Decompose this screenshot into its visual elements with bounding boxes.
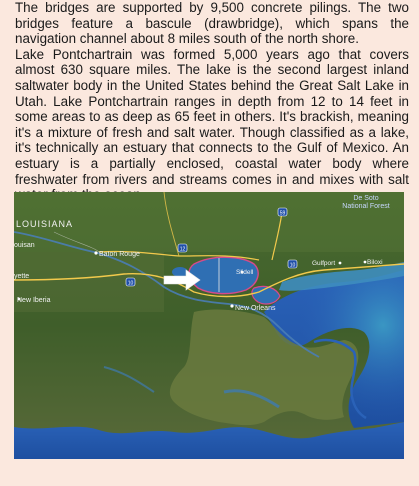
label-lafayette: yette (14, 273, 30, 280)
interstate-59-shield (278, 208, 287, 216)
paragraph-lake: Lake Pontchartrain was formed 5,000 years ago that covers almost 630 square miles. The lake is the second largest inland saltwater body in the United States behind the Great Salt Lake in Utah. Lake Pontchartrain ranges in depth from 12 to 14 feet in some areas to as deep as 65 feet in others. It's brackish, meaning it's a mixture of fresh and salt water. Though classified as a lake, it's technically an estuary that connects to the Gulf of Mexico. An estuary is a partially enclosed, coastal water body where freshwater from rivers and streams comes in and mixes with salt (15, 46, 409, 187)
city-dot-biloxi (364, 261, 367, 264)
interstate-10-shield-west (126, 278, 135, 286)
paragraph-bridges: The bridges are supported by 9,500 concrete pilings. The two bridges feature a bascule (drawbridge), which spans the navigation channel about 8 miles south of the north shore. (15, 0, 409, 47)
label-louisiana: LOUISIANA (16, 219, 74, 229)
interstate-12-shield (178, 244, 187, 252)
city-dot-baton-rouge (94, 251, 97, 254)
label-baton-rouge: Baton Rouge (99, 251, 140, 258)
satellite-map (14, 192, 404, 459)
label-ouisan: ouisan (14, 242, 35, 249)
label-desoto-line2: National Forest (342, 203, 390, 210)
article-text (15, 0, 409, 203)
svg-text:10: 10 (289, 262, 296, 269)
svg-text:10: 10 (127, 280, 134, 287)
city-dot-gulfport (339, 262, 342, 265)
label-desoto-line1: De Soto (353, 195, 379, 202)
svg-text:12: 12 (179, 246, 186, 253)
label-gulfport: Gulfport (312, 260, 336, 267)
lake-maurepas (172, 267, 188, 277)
city-dot-new-orleans (230, 304, 233, 307)
interstate-10-shield-east (288, 260, 297, 268)
label-biloxi: Biloxi (367, 259, 383, 266)
svg-text:59: 59 (279, 210, 286, 217)
label-new-orleans: New Orleans (235, 305, 276, 312)
label-new-iberia: New Iberia (17, 297, 51, 304)
label-slidell: Slidell (236, 269, 254, 276)
